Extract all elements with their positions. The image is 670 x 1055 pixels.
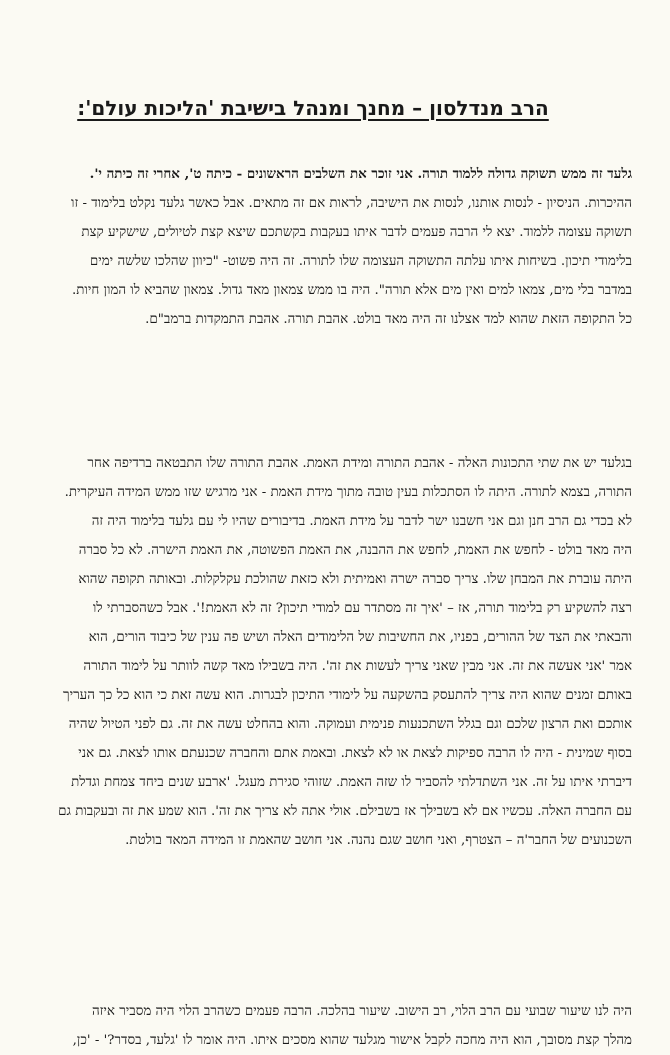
- paragraph-line: בגלעד יש את שתי התכונות האלה - אהבת התורה ומידת האמת. אהבת התורה שלו התבטאה ברדיפה אחר: [87, 456, 632, 471]
- paragraph-line: היה לנו שיעור שבועי עם הרב הלוי, רב הישוב. שיעור בהלכה. הרבה פעמים כשהרב הלוי היה מסביר איזה: [91, 1004, 632, 1019]
- paragraph-line: דיברתי איתו על זה. אני השתדלתי להסביר לו שזה האמת. שזוהי סגירת מעגל. 'ארבע שנים ביחד צמחת וגדלת: [71, 775, 632, 790]
- paragraph-line: במדבר בלי מים, צמאו למים ואין מים אלא תורה". היה בו ממש צמאון מאד גדול. צמאון שהביא לו המון חיות.: [72, 283, 632, 298]
- paragraph-line: גלעד זה ממש תשוקה גדולה ללמוד תורה. אני זוכר את השלבים הראשונים - כיתה ט', אחרי זה כיתה י'.: [89, 166, 632, 182]
- paragraph-line: מהלך קצת מסובך, הוא היה מחכה לקבל אישור מגלעד שהוא מסכים איתו. היה אומר לו 'גלעד, בסדר?' - 'כן,: [72, 1033, 632, 1048]
- paragraph-line: רצה להשקיע רק בלימוד תורה, אז – 'איך זה מסתדר עם למודי תיכון? זה לא האמת!'. אבל כשהסברתי לו: [92, 601, 632, 616]
- paragraph-line: אותכם ואת הרצון שלכם וגם בגלל השתכנעות פנימית ועמוקה. והוא בהחלט עשה את זה. גם לפני הטיול שהיה: [68, 717, 632, 732]
- paragraph-line: באותם זמנים שהוא היה צריך להתעסק בהשקעה על לימודי התיכון לבגרות. הוא עשה זאת כי הוא כל כך העריך: [63, 688, 632, 703]
- paragraph-line: בסוף שמינית - היה לו הרבה ספיקות לצאת או לא לצאת. ובאמת אתם והחברה שכנעתם אותו לצאת. גם אני: [78, 746, 632, 761]
- paragraph-line: לא בכדי גם הרב חנן וגם אני חשבנו ישר לדבר על מידת האמת. בדיבורים שהיו לי עם גלעד בלימוד היה זה: [91, 514, 632, 529]
- paragraph-line: בלימודי תיכון. בשיחות איתו עלתה התשוקה העצומה שלו לתורה. זה היה פשוט- "כיוון שהלכו שלשה ימים: [89, 254, 632, 269]
- paragraph-line: היתה עוברת את המבחן שלו. צריך סברה ישרה ואמיתית ולא כזאת שהולכת עקלקלות. ובאותה תקופה שהוא: [78, 572, 632, 587]
- paragraph-line: עם החברה האלה. עכשיו אם לא בשבילך אז בשבילם. אולי אתה לא צריך את זה'. הוא שמע את זה ובעקבות גם: [58, 804, 632, 819]
- paragraph-line: תשוקה עצומה ללמוד. יצא לי הרבה פעמים לדבר איתו בעקבות בקשתכם שיצא קצת לטיולים, שישקיע קצת: [81, 225, 632, 240]
- paragraph-line: והבאתי את הצד של ההורים, בפניו, את החשיבות של הלימודים האלה ושיש פה ענין של כיבוד הורים, הוא: [88, 630, 632, 645]
- paragraph-line: כל התקופה הזאת שהוא למד אצלנו זה היה מאד בולט. אהבת תורה. אהבת התמקדות ברמב"ם.: [145, 312, 632, 327]
- paragraph-line: אמר 'אני אעשה את זה. אני מבין שאני צריך לעשות את זה'. היה בשבילו מאד קשה לוותר על לימוד התורה: [83, 659, 632, 674]
- paragraph-1: [38, 160, 632, 334]
- paragraph-3: [38, 997, 632, 1055]
- paragraph-line: ההיכרות. הניסיון - לנסות אותנו, לנסות את הישיבה, לראות אם זה מתאים. אבל כאשר גלעד נקלט בלימוד - זו: [71, 196, 632, 211]
- document-title: הרב מנדלסון – מחנך ומנהל בישיבת 'הליכות עולם':: [77, 96, 549, 120]
- paragraph-line: התורה, בצמא לתורה. היתה לו הסתכלות בעין טובה מתוך מידת האמת - אני מרגיש שזו ממש המידה העיקרית.: [64, 485, 632, 500]
- paragraph-2: [38, 449, 632, 855]
- paragraph-line: השכנועים של החבר'ה – הצטרף, ואני חושב שגם נהנה. אני חושב שהאמת זו המידה המאד בולטת.: [125, 833, 632, 848]
- paragraph-line: היה מאד בולט - לחפש את האמת, לחפש את ההבנה, את האמת הפשוטה, את האמת הישרה. לא כל סברה: [78, 543, 632, 558]
